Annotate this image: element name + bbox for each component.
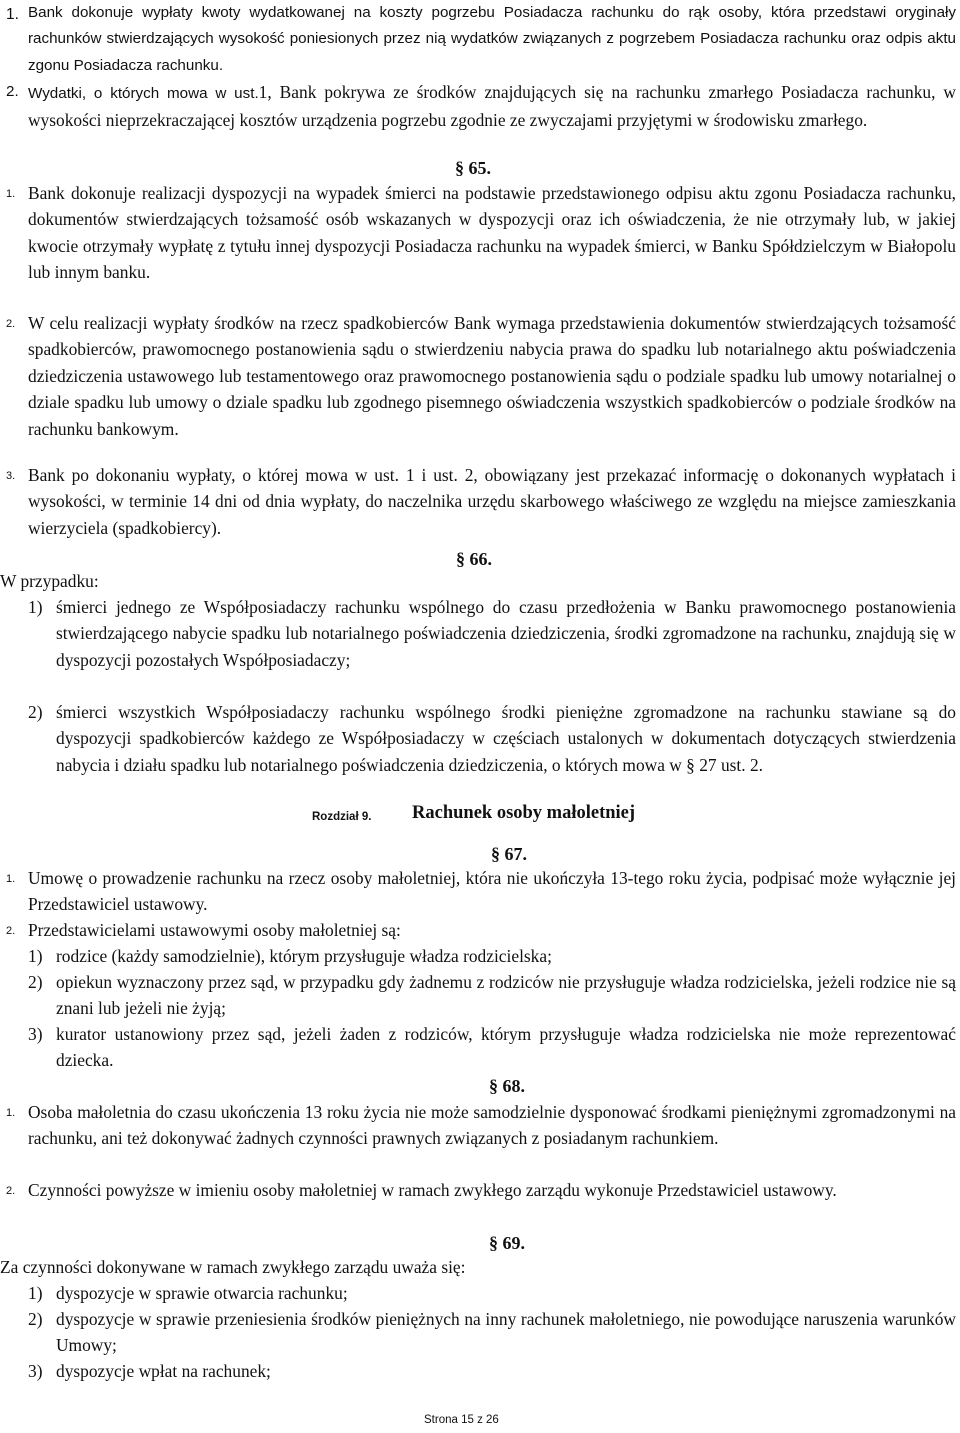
paragraph: Bank po dokonaniu wypłaty, o której mowa w ust. 1 i ust. 2, obowiązany jest przekazać informację o dokonanych wypłatach i wysokości, w terminie 14 dni od dnia wypłaty, do naczelnika urzędu skarbowego właściwego ze względu na miejsce zamieszkania wierzyciela (spadkobiercy).: [28, 465, 956, 538]
list-text: dyspozycje w sprawie przeniesienia środków pieniężnych na inny rachunek małoletniego, nie powodujące naruszenia warunków Umowy;: [56, 1309, 956, 1356]
paragraph-rest: 1, Bank pokrywa ze środków znajdujących się na rachunku zmarłego Posiadacza rachunku, w wysokości nieprzekraczającej kosztów urządzenia pogrzebu zgodnie ze zwyczajami przyjętymi w środowisku zmarłego.: [28, 82, 956, 131]
item-number: 3.: [6, 470, 16, 482]
item-number: 1.: [6, 188, 16, 200]
paragraph: [28, 79, 956, 134]
section-heading: § 66.: [456, 549, 492, 569]
list-text: śmierci jednego ze Współposiadaczy rachunku wspólnego do czasu przedłożenia w Banku prawomocnego postanowienia stwierdzającego nabycie spadku lub notarialnego poświadczenia dziedziczenia, środki zgromadzone na rachunku, znajdują się w dyspozycji pozostałych Współposiadaczy;: [56, 597, 956, 670]
list-number: 3): [28, 1024, 43, 1044]
paragraph: Bank dokonuje realizacji dyspozycji na wypadek śmierci na podstawie przedstawionego odpisu aktu zgonu Posiadacza rachunku, dokumentów stwierdzających tożsamość osób wskazanych w dyspozycji oraz ich oświadczenia, że nie otrzymały lub, w jakiej kwocie otrzymały wypłatę z tytułu innej dyspozycji Posiadacza rachunku na wypadek śmierci, w Banku Spółdzielczym w Białopolu lub innym banku.: [28, 183, 956, 283]
item-number: 2.: [6, 83, 19, 100]
item-number: 2.: [6, 318, 16, 330]
section-heading: § 68.: [489, 1076, 525, 1096]
section-heading: § 65.: [455, 158, 491, 178]
section-heading: § 69.: [489, 1233, 525, 1253]
paragraph-lead: Wydatki, o których mowa w ust.: [28, 85, 259, 102]
list-number: 1): [28, 597, 43, 617]
list-text: rodzice (każdy samodzielnie), którym przysługuje władza rodzicielska;: [56, 946, 552, 966]
paragraph: W celu realizacji wypłaty środków na rzecz spadkobierców Bank wymaga przedstawienia dokumentów stwierdzających tożsamość spadkobierców, prawomocnego postanowienia sądu o stwierdzeniu nabycia prawa do spadku lub notarialnego aktu poświadczenia dziedziczenia ustawowego lub testamentowego oraz prawomocnego postanowienia sądu o podziale spadku lub umowy notarialnej o dziale spadku lub umowy o dziale spadku lub zgodnego pisemnego oświadczenia wszystkich spadkobierców o podziale środków na rachunku bankowym.: [28, 313, 956, 439]
paragraph: Umowę o prowadzenie rachunku na rzecz osoby małoletniej, która nie ukończyła 13-tego roku życia, podpisać może wyłącznie jej Przedstawiciel ustawowy.: [28, 868, 956, 915]
list-text: kurator ustanowiony przez sąd, jeżeli żaden z rodziców, którym przysługuje władza rodzicielska nie może reprezentować dziecka.: [56, 1024, 956, 1071]
list-number: 1): [28, 1283, 43, 1303]
list-text: śmierci wszystkich Współposiadaczy rachunku wspólnego środki pieniężne zgromadzone na rachunku stawiane są do dyspozycji spadkobierców każdego ze Współposiadaczy w częściach ustalonych w dokumentach dotyczących stwierdzenia nabycia i działu spadku lub notarialnego poświadczenia dziedziczenia, o których mowa w § 27 ust. 2.: [56, 702, 956, 775]
list-text: dyspozycje wpłat na rachunek;: [56, 1361, 271, 1381]
item-number: 2.: [6, 1185, 16, 1197]
paragraph: Czynności powyższe w imieniu osoby małoletniej w ramach zwykłego zarządu wykonuje Przedstawiciel ustawowy.: [28, 1180, 837, 1200]
chapter-label: Rozdział 9.: [312, 811, 372, 823]
paragraph: Osoba małoletnia do czasu ukończenia 13 roku życia nie może samodzielnie dysponować środkami pieniężnymi zgromadzonymi na rachunku, ani też dokonywać żadnych czynności prawnych związanych z posiadanym rachunkiem.: [28, 1102, 956, 1149]
list-number: 2): [28, 972, 43, 992]
list-text: dyspozycje w sprawie otwarcia rachunku;: [56, 1283, 348, 1303]
chapter-title: Rachunek osoby małoletniej: [412, 803, 636, 823]
list-text: opiekun wyznaczony przez sąd, w przypadku gdy żadnemu z rodziców nie przysługuje władza rodzicielska, jeżeli rodzice nie są znani lub jeżeli nie żyją;: [56, 972, 956, 1019]
list-number: 2): [28, 1309, 43, 1329]
list-number: 1): [28, 946, 43, 966]
paragraph: Bank dokonuje wypłaty kwoty wydatkowanej na koszty pogrzebu Posiadacza rachunku do rąk osoby, która przedstawi oryginały rachunków stwierdzających wysokość poniesionych przez nią wydatków związanych z pogrzebem Posiadacza rachunku oraz odpis aktu zgonu Posiadacza rachunku.: [28, 4, 956, 74]
item-number: 2.: [6, 925, 16, 937]
item-number: 1.: [6, 6, 19, 23]
list-number: 2): [28, 702, 43, 722]
page-number: Strona 15 z 26: [424, 1414, 499, 1426]
list-number: 3): [28, 1361, 43, 1381]
item-number: 1.: [6, 1107, 16, 1119]
section-heading: § 67.: [491, 844, 527, 864]
intro-text: Za czynności dokonywane w ramach zwykłego zarządu uważa się:: [0, 1257, 466, 1277]
intro-text: W przypadku:: [0, 571, 99, 591]
item-number: 1.: [6, 873, 16, 885]
paragraph: Przedstawicielami ustawowymi osoby małoletniej są:: [28, 920, 401, 940]
